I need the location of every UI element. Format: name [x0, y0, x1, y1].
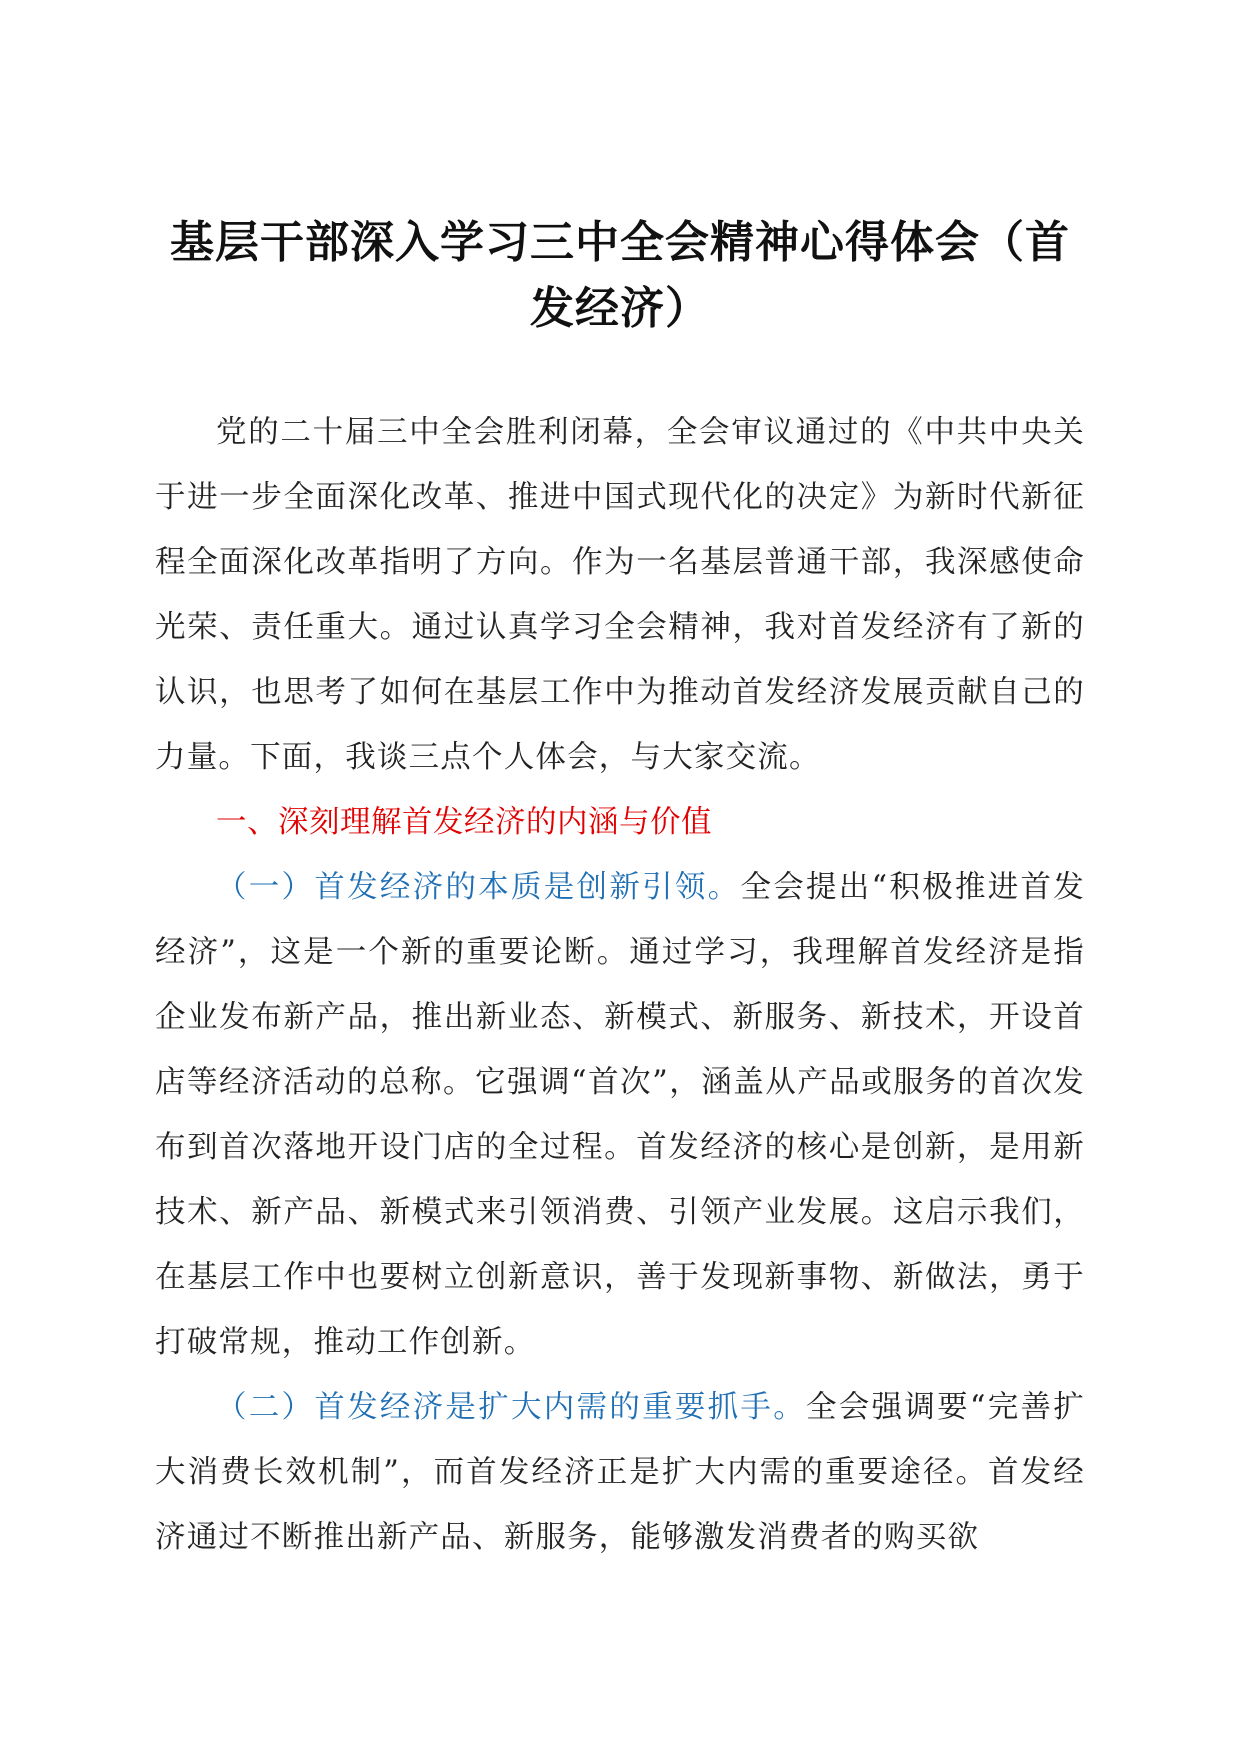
document-content — [155, 210, 1085, 1570]
point-title-2: （二）首发经济是扩大内需的重要抓手。 — [216, 1390, 806, 1425]
document-body — [155, 400, 1085, 1570]
intro-paragraph: 党的二十届三中全会胜利闭幕，全会审议通过的《中共中央关于进一步全面深化改革、推进中国式现代化的决定》为新时代新征程全面深化改革指明了方向。作为一名基层普通干部，我深感使命光荣、责任重大。通过认真学习全会精神，我对首发经济有了新的认识，也思考了如何在基层工作中为推动首发经济发展贡献自己的力量。下面，我谈三点个人体会，与大家交流。 — [155, 415, 1085, 775]
point-paragraph-2 — [155, 1375, 1085, 1570]
point-text-1: 全会提出“积极推进首发经济”，这是一个新的重要论断。通过学习，我理解首发经济是指企业发布新产品，推出新业态、新模式、新服务、新技术，开设首店等经济活动的总称。它强调“首次”，涵盖从产品或服务的首次发布到首次落地开设门店的全过程。首发经济的核心是创新，是用新技术、新产品、新模式来引领消费、引领产业发展。这启示我们，在基层工作中也要树立创新意识，善于发现新事物、新做法，勇于打破常规，推动工作创新。 — [155, 870, 1085, 1360]
document-title: 基层干部深入学习三中全会精神心得体会（首发经济） — [170, 217, 1070, 334]
point-paragraph-1 — [155, 855, 1085, 1375]
point-title-1: （一）首发经济的本质是创新引领。 — [216, 870, 741, 905]
section-heading-1: 一、深刻理解首发经济的内涵与价值 — [216, 805, 712, 840]
point-text-2: 全会强调要“完善扩大消费长效机制”，而首发经济正是扩大内需的重要途径。首发经济通过不断推出新产品、新服务，能够激发消费者的购买欲 — [155, 1390, 1085, 1555]
